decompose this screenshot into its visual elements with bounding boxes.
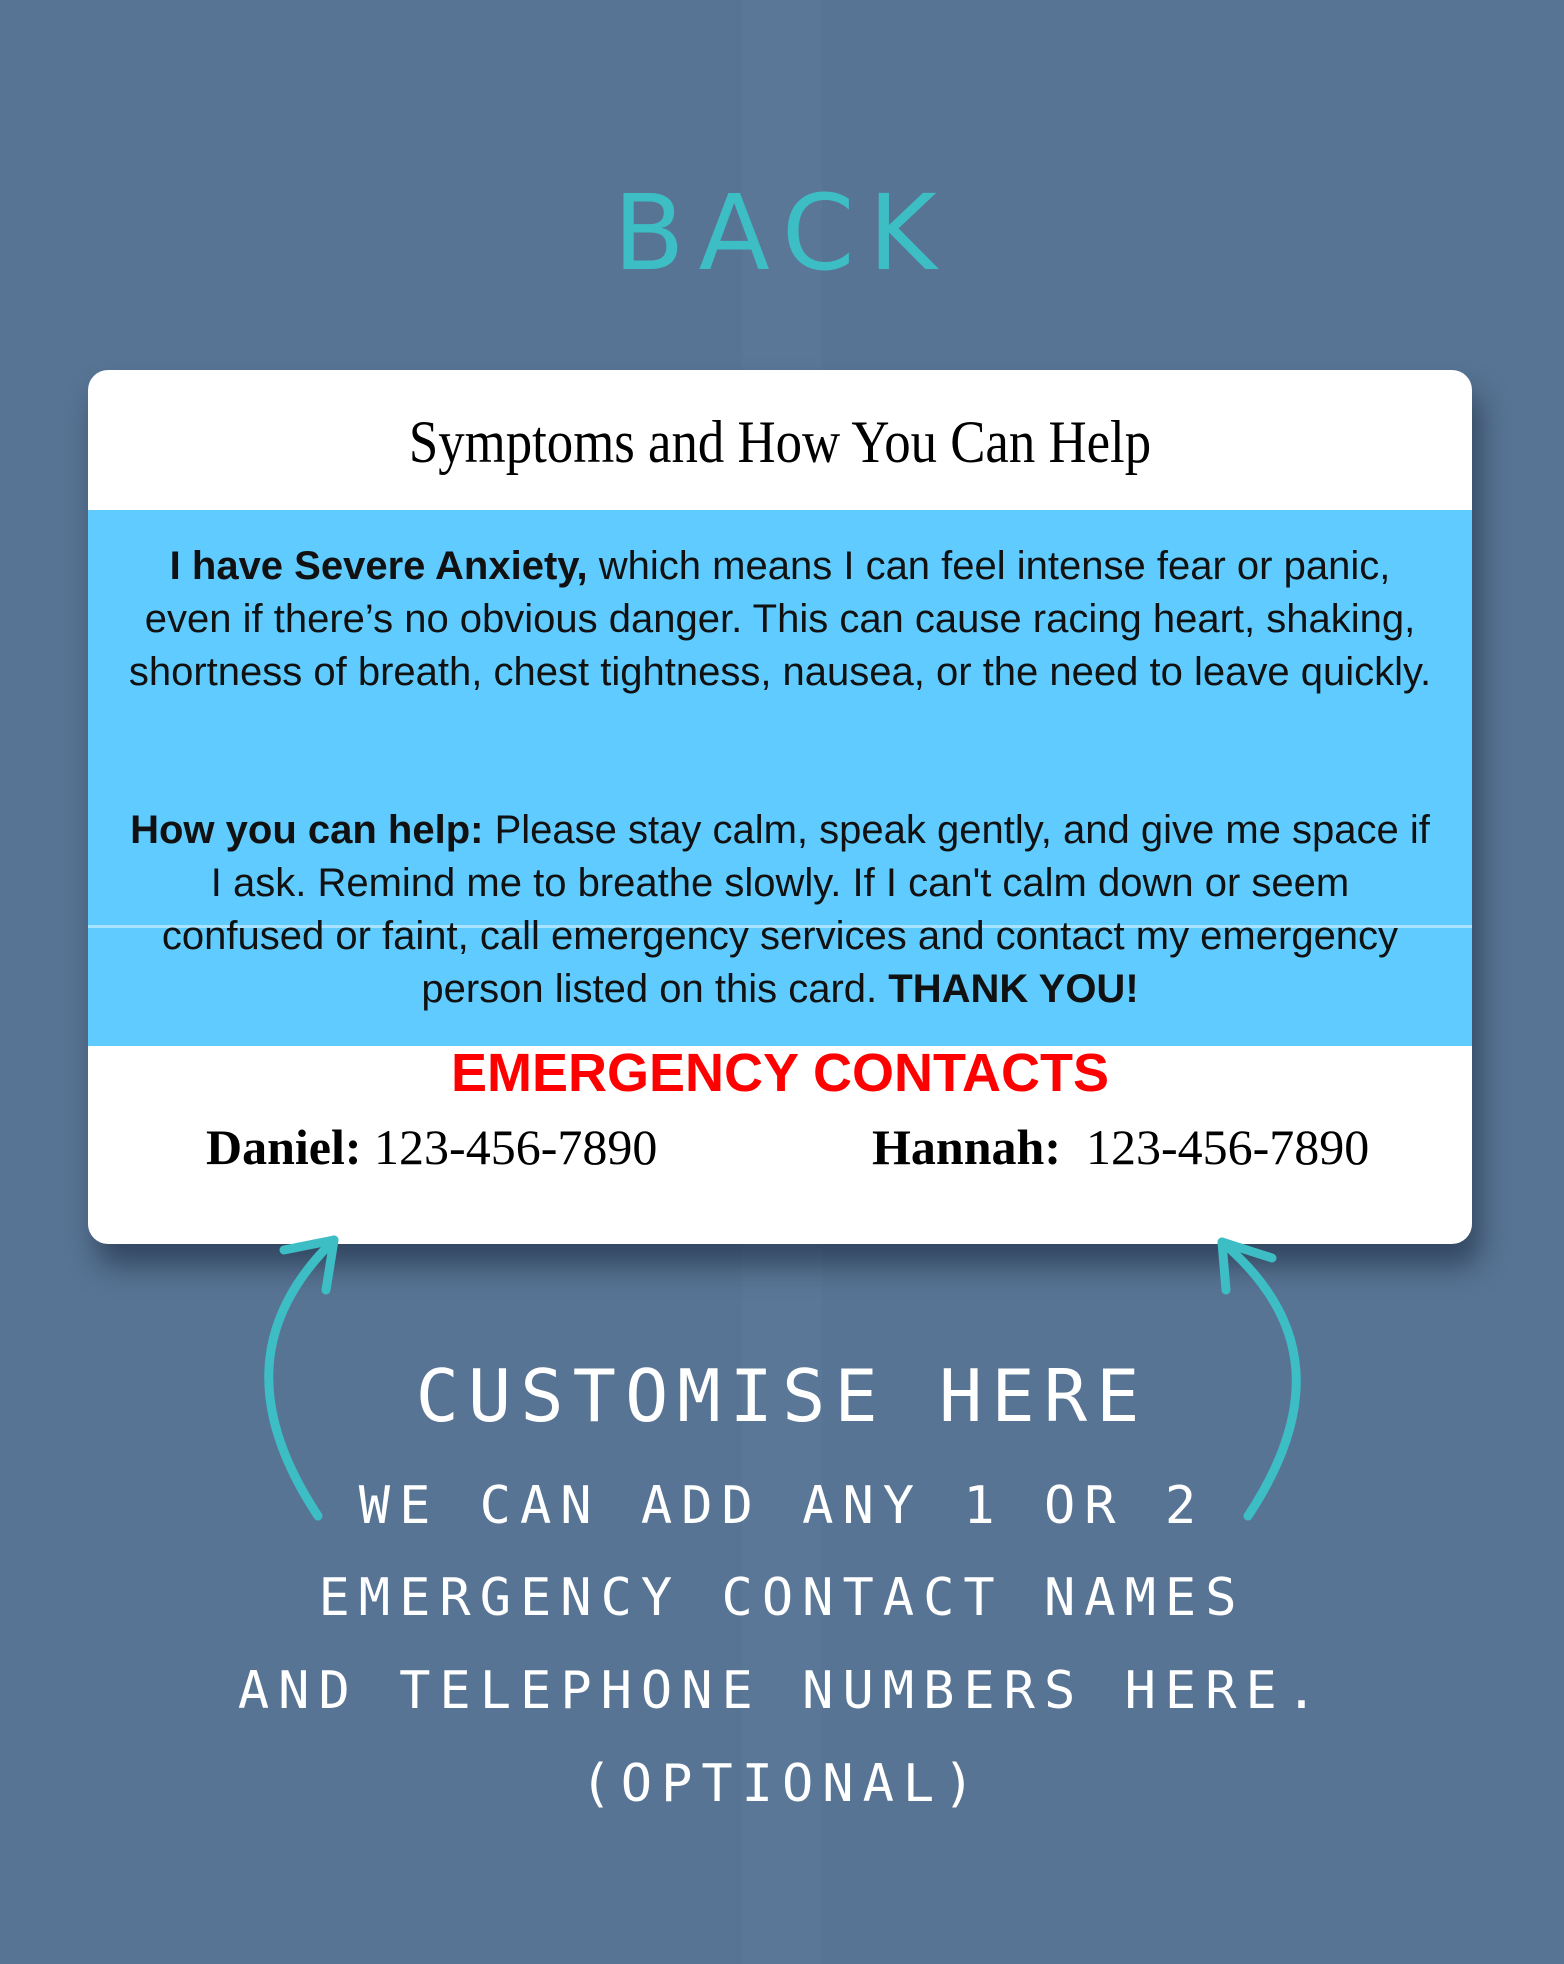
contact-phone: 123-456-7890: [1085, 1119, 1370, 1175]
card-title: Symptoms and How You Can Help: [408, 409, 1152, 475]
contact-name: Daniel:: [206, 1119, 362, 1175]
thank-you: THANK YOU!: [888, 967, 1139, 1011]
customise-note-line: EMERGENCY CONTACT NAMES: [318, 1568, 1246, 1628]
customise-note-line: (OPTIONAL): [580, 1754, 984, 1814]
contact-phone: 123-456-7890: [374, 1119, 658, 1175]
customise-note-line: WE CAN ADD ANY 1 OR 2: [358, 1476, 1206, 1536]
symptoms-lead: I have Severe Anxiety,: [169, 544, 588, 588]
help-lead: How you can help:: [130, 808, 484, 852]
emergency-contacts-title: EMERGENCY CONTACTS: [450, 1043, 1110, 1103]
symptoms-text: which means I can feel intense fear or panic, even if there’s no obvious danger. This can cause racing heart, shaking, shortness of breath, chest tightness, nausea, or the need to leave quickly.: [128, 544, 1432, 694]
back-heading: BACK: [613, 172, 951, 294]
contact-name: Hannah:: [872, 1119, 1061, 1175]
help-text: Please stay calm, speak gently, and give me space if I ask. Remind me to breathe slowly. If I can't calm down or seem confused or faint, call emergency services and contact my emergency person listed on this card.: [161, 808, 1430, 1011]
customise-heading: CUSTOMISE HERE: [415, 1354, 1149, 1438]
customise-note-line: AND TELEPHONE NUMBERS HERE.: [237, 1661, 1327, 1721]
